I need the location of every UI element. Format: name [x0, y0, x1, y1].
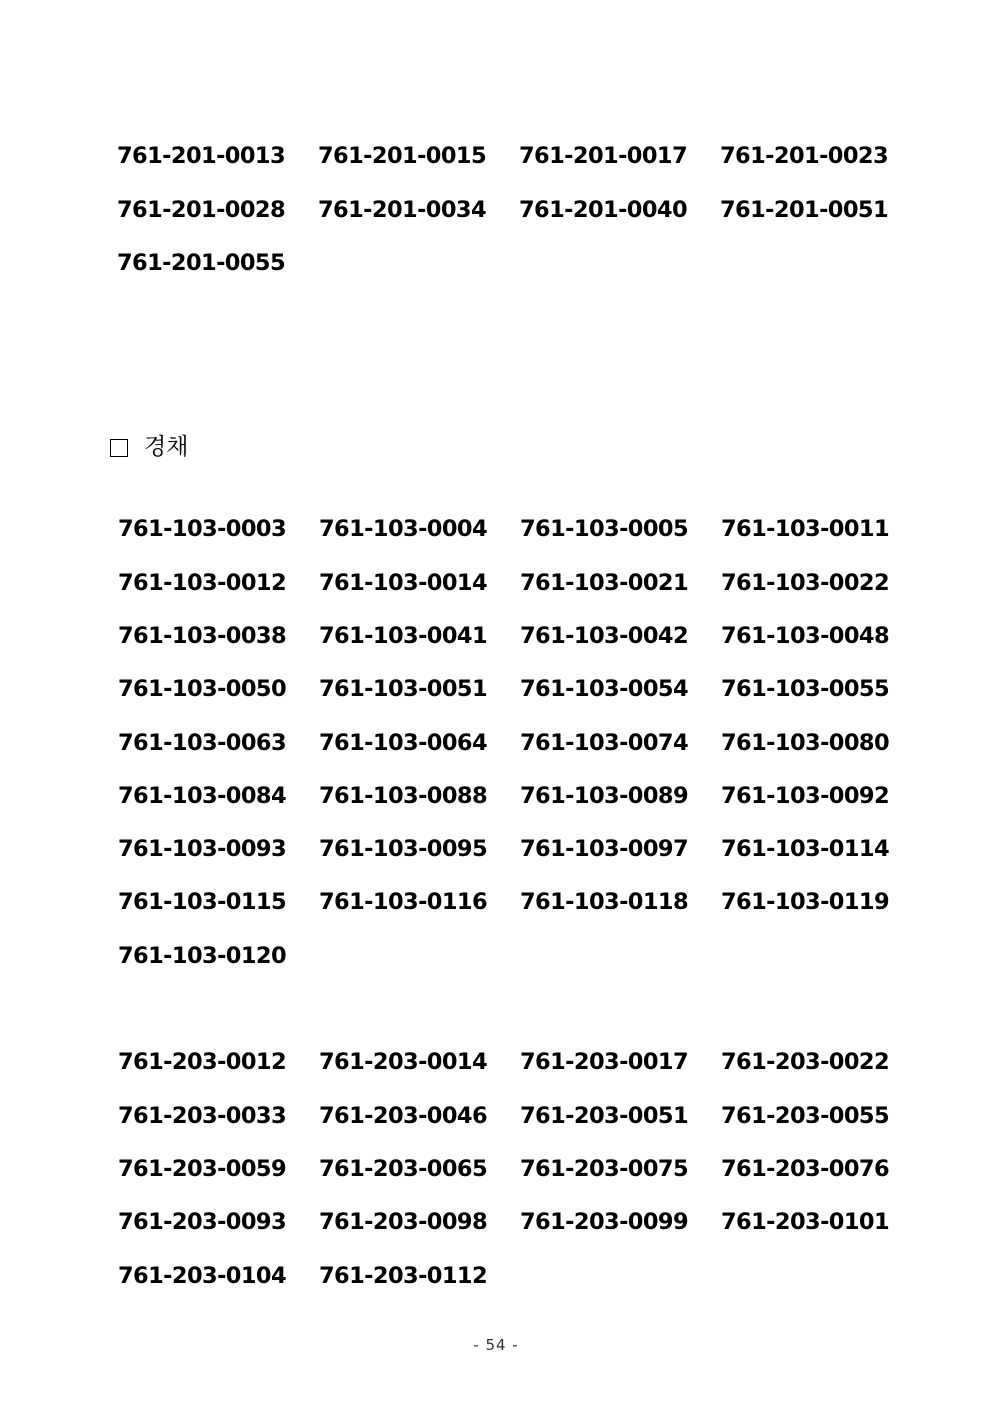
code-item: 761-203-0055: [721, 1102, 890, 1129]
code-item: 761-103-0022: [721, 569, 890, 596]
code-item: 761-203-0112: [319, 1262, 488, 1289]
code-item: 761-201-0051: [720, 196, 889, 223]
code-list-201: [117, 130, 921, 290]
code-item: 761-103-0011: [721, 516, 890, 543]
code-item: 761-201-0013: [117, 143, 286, 170]
code-item: 761-203-0033: [118, 1102, 287, 1129]
code-item: 761-103-0095: [319, 836, 488, 863]
code-item: 761-203-0051: [520, 1102, 689, 1129]
code-item: 761-203-0014: [319, 1049, 488, 1076]
code-item: 761-103-0005: [520, 516, 689, 543]
code-item: 761-201-0015: [318, 143, 487, 170]
checkbox-square-icon: [110, 439, 128, 457]
code-item: 761-103-0119: [721, 889, 890, 916]
code-item: 761-103-0038: [118, 622, 287, 649]
code-list-203: [118, 1036, 922, 1302]
code-item: 761-203-0093: [118, 1209, 287, 1236]
code-item: 761-103-0092: [721, 782, 890, 809]
section-heading: [110, 436, 188, 459]
code-item: 761-103-0014: [319, 569, 488, 596]
code-item: 761-201-0017: [519, 143, 688, 170]
code-item: 761-203-0046: [319, 1102, 488, 1129]
code-item: 761-103-0063: [118, 729, 287, 756]
code-list-103: [118, 503, 922, 983]
code-item: 761-103-0084: [118, 782, 287, 809]
code-item: 761-203-0076: [721, 1155, 890, 1182]
code-item: 761-103-0054: [520, 676, 689, 703]
code-item: 761-103-0115: [118, 889, 287, 916]
code-item: 761-201-0023: [720, 143, 889, 170]
code-item: 761-103-0041: [319, 622, 488, 649]
code-item: 761-201-0040: [519, 196, 688, 223]
code-item: 761-103-0064: [319, 729, 488, 756]
section-title: 경채: [144, 434, 189, 460]
code-item: 761-203-0065: [319, 1155, 488, 1182]
code-item: 761-103-0080: [721, 729, 890, 756]
code-item: 761-103-0089: [520, 782, 689, 809]
code-item: 761-103-0004: [319, 516, 488, 543]
code-item: 761-203-0098: [319, 1209, 488, 1236]
code-item: 761-103-0118: [520, 889, 689, 916]
code-item: 761-203-0099: [520, 1209, 689, 1236]
code-item: 761-203-0022: [721, 1049, 890, 1076]
code-item: 761-203-0104: [118, 1262, 287, 1289]
page-number: - 54 -: [473, 1336, 519, 1354]
code-item: 761-201-0034: [318, 196, 487, 223]
code-item: 761-103-0042: [520, 622, 689, 649]
code-item: 761-103-0021: [520, 569, 689, 596]
code-item: 761-103-0116: [319, 889, 488, 916]
code-item: 761-203-0101: [721, 1209, 890, 1236]
code-item: 761-103-0074: [520, 729, 689, 756]
code-item: 761-103-0120: [118, 942, 287, 969]
code-item: 761-103-0088: [319, 782, 488, 809]
code-item: 761-103-0012: [118, 569, 287, 596]
code-item: 761-203-0059: [118, 1155, 287, 1182]
code-item: 761-103-0003: [118, 516, 287, 543]
code-item: 761-103-0097: [520, 836, 689, 863]
code-item: 761-103-0051: [319, 676, 488, 703]
code-item: 761-203-0012: [118, 1049, 287, 1076]
code-item: 761-103-0048: [721, 622, 890, 649]
code-item: 761-201-0028: [117, 196, 286, 223]
code-item: 761-103-0050: [118, 676, 287, 703]
code-item: 761-203-0075: [520, 1155, 689, 1182]
code-item: 761-103-0093: [118, 836, 287, 863]
code-item: 761-203-0017: [520, 1049, 689, 1076]
code-item: 761-201-0055: [117, 249, 286, 276]
code-item: 761-103-0114: [721, 836, 890, 863]
code-item: 761-103-0055: [721, 676, 890, 703]
